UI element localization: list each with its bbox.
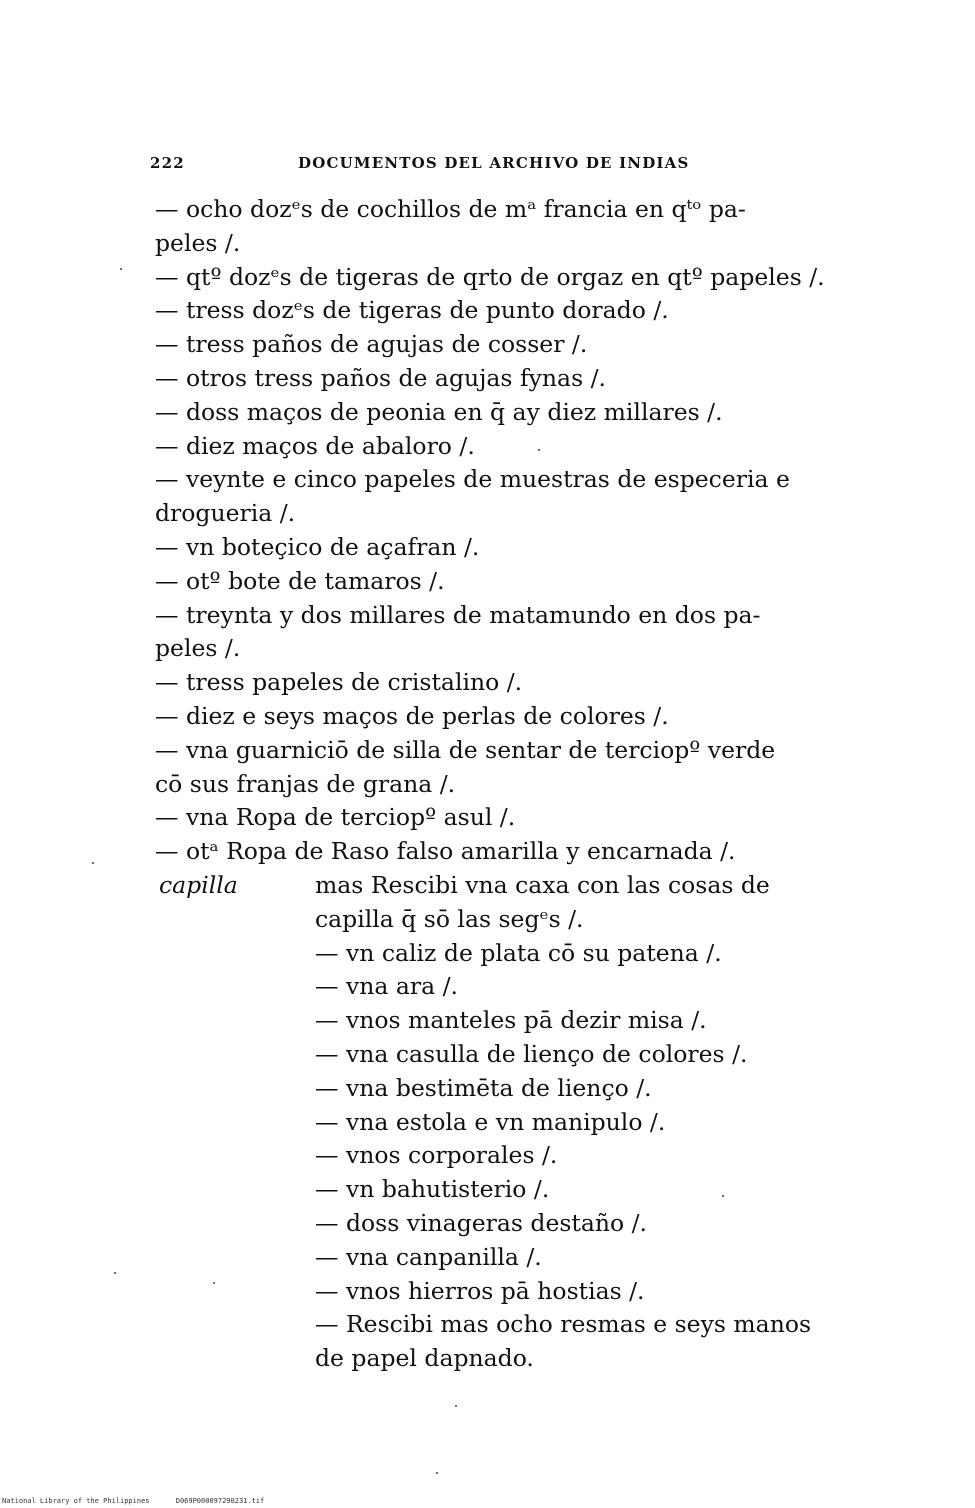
text-line: drogueria /. <box>155 499 296 528</box>
text-line: cō sus franjas de grana /. <box>155 769 456 798</box>
list-item: — vna bestimēta de lienço /. <box>315 1073 652 1102</box>
file-id: D069P000097290231.tif <box>175 1497 265 1505</box>
list-item: — vna canpanilla /. <box>315 1242 542 1271</box>
text-line: peles /. <box>155 634 241 663</box>
text-line: mas Rescibi vna caxa con las cosas de <box>315 870 770 899</box>
text-line: — veynte e cinco papeles de muestras de especeria e <box>155 465 790 494</box>
text-line: capilla q̄ sō las segᵉs /. <box>315 904 584 933</box>
scan-speck <box>455 1405 457 1407</box>
document-body <box>155 193 835 1376</box>
scan-footer <box>2 1497 286 1505</box>
list-item: — vna estola e vn manipulo /. <box>315 1107 666 1136</box>
scan-speck <box>92 862 94 864</box>
text-line: — qtº dozᵉs de tigeras de qrto de orgaz en qtº papeles /. <box>155 262 825 291</box>
library-label: National Library of the Philippines <box>2 1497 150 1505</box>
text-line: — otros tress paños de agujas fynas /. <box>155 363 606 392</box>
text-line: — vna Ropa de terciopº asul /. <box>155 803 516 832</box>
capilla-intro-row <box>155 869 835 903</box>
list-item: — vnos corporales /. <box>315 1141 558 1170</box>
text-line: — diez e seys maços de perlas de colores /. <box>155 701 669 730</box>
text-line: — vn boteçico de açafran /. <box>155 532 480 561</box>
list-item: — vnos manteles pā dezir misa /. <box>315 1006 707 1035</box>
scan-speck <box>213 1282 215 1284</box>
list-item: — vn caliz de plata cō su patena /. <box>315 938 722 967</box>
text-line: — vna guarniciō de silla de sentar de terciopº verde <box>155 735 776 764</box>
text-line: — tress paños de agujas de cosser /. <box>155 330 588 359</box>
list-item: — vn bahutisterio /. <box>315 1175 550 1204</box>
running-head: DOCUMENTOS DEL ARCHIVO DE INDIAS <box>298 154 690 172</box>
list-item: — vna ara /. <box>315 972 458 1001</box>
list-item: — vnos hierros pā hostias /. <box>315 1276 645 1305</box>
list-item: — doss vinageras destaño /. <box>315 1208 648 1237</box>
list-item: — vna casulla de lienço de colores /. <box>315 1039 748 1068</box>
scan-speck <box>114 1272 116 1274</box>
text-line: — otᵃ Ropa de Raso falso amarilla y encarnada /. <box>155 837 736 866</box>
margin-note: capilla <box>159 870 238 899</box>
text-line: — tress papeles de cristalino /. <box>155 668 523 697</box>
text-line: — otº bote de tamaros /. <box>155 566 445 595</box>
list-item: — Rescibi mas ocho resmas e seys manos <box>315 1310 812 1339</box>
text-line: — treynta y dos millares de matamundo en dos pa- <box>155 600 761 629</box>
text-line: — ocho dozᵉs de cochillos de mᵃ francia en qᵗᵒ pa- <box>155 195 746 223</box>
page-header <box>150 154 690 178</box>
page-number: 222 <box>150 154 185 172</box>
scan-speck <box>120 268 122 270</box>
list-item: de papel dapnado. <box>315 1344 534 1373</box>
scan-speck <box>538 449 540 451</box>
scan-speck <box>436 1472 438 1474</box>
scan-speck <box>722 1195 724 1197</box>
text-line: — tress dozᵉs de tigeras de punto dorado /. <box>155 296 669 325</box>
text-line: peles /. <box>155 228 241 257</box>
text-line: — diez maços de abaloro /. <box>155 431 475 460</box>
text-line: — doss maços de peonia en q̄ ay diez millares /. <box>155 397 723 426</box>
